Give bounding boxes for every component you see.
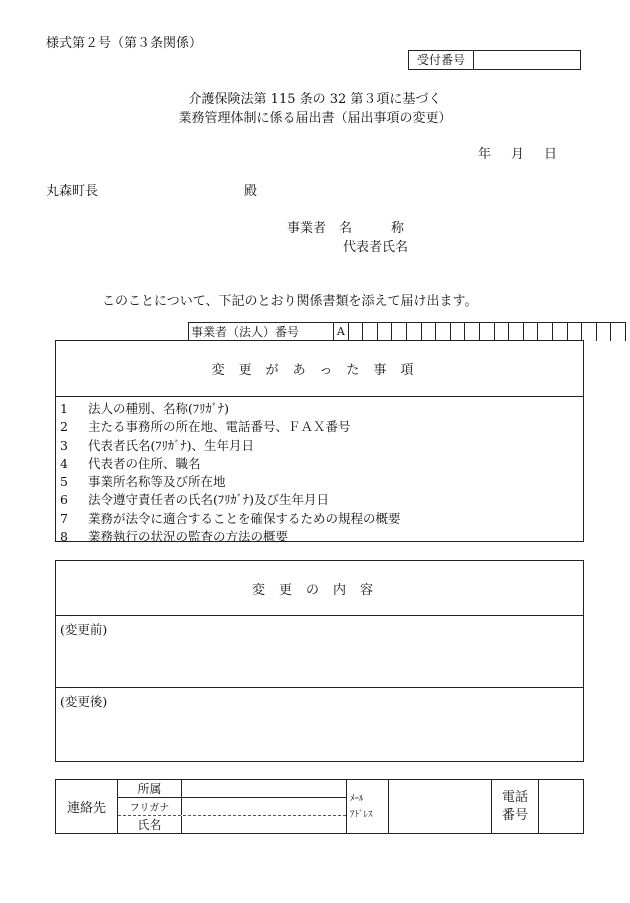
- after-change-section[interactable]: [56, 688, 583, 760]
- business-number-cell[interactable]: [436, 323, 451, 341]
- business-number-cell[interactable]: [349, 323, 364, 341]
- business-number-cell[interactable]: [495, 323, 510, 341]
- business-number-cell[interactable]: [538, 323, 553, 341]
- receipt-number-field[interactable]: [474, 51, 580, 69]
- business-number-cell[interactable]: [582, 323, 597, 341]
- item-number: 2: [60, 419, 68, 435]
- email-field[interactable]: [389, 780, 492, 833]
- email-label: [347, 780, 389, 833]
- changed-items-header: 変更があった事項: [56, 341, 583, 397]
- changed-item[interactable]: [60, 528, 583, 546]
- changed-items-list: [56, 397, 583, 546]
- date-year: 年: [478, 147, 492, 162]
- business-number-cell[interactable]: [597, 323, 612, 341]
- item-text: 法令遵守責任者の氏名(ﾌﾘｶﾞﾅ)及び生年月日: [88, 492, 330, 508]
- form-number: 様式第２号（第３条関係）: [46, 36, 203, 51]
- changed-item[interactable]: [60, 473, 583, 491]
- item-number: 5: [60, 474, 68, 490]
- representative-name-label: 代表者氏名: [343, 240, 409, 255]
- before-change-section[interactable]: [56, 616, 583, 688]
- business-number-cell[interactable]: [480, 323, 495, 341]
- addressee: 丸森町長: [46, 184, 99, 199]
- item-number: 6: [60, 492, 68, 508]
- business-number-cell[interactable]: [422, 323, 437, 341]
- email-label-line1: ﾒｰﾙ: [350, 793, 364, 804]
- business-number-cell[interactable]: [363, 323, 378, 341]
- business-number-cell[interactable]: [451, 323, 466, 341]
- date-line: [478, 143, 557, 162]
- affiliation-field[interactable]: [182, 780, 346, 797]
- item-text: 業務執行の状況の監査の方法の概要: [88, 529, 289, 545]
- contact-person-rows: [118, 780, 347, 833]
- changed-item[interactable]: [60, 510, 583, 528]
- item-number: 3: [60, 437, 68, 453]
- phone-label-line2: 番号: [501, 807, 528, 823]
- changed-item[interactable]: [60, 491, 583, 509]
- furigana-label: フリガナ: [118, 798, 182, 815]
- item-number: 1: [60, 401, 68, 416]
- changed-item[interactable]: [60, 400, 583, 418]
- item-text: 主たる事務所の所在地、電話番号、ＦＡＸ番号: [88, 419, 351, 435]
- item-number: 7: [60, 510, 68, 526]
- item-number: 4: [60, 455, 68, 471]
- changed-items-box: [55, 340, 584, 545]
- item-text: 法人の種別、名称(ﾌﾘｶﾞﾅ): [88, 401, 230, 416]
- change-details-header: 変更の内容: [56, 561, 583, 616]
- item-text: 業務が法令に適合することを確保するための規程の概要: [88, 510, 401, 526]
- business-name-label: 事業者 名 称: [287, 221, 405, 236]
- date-day: 日: [544, 147, 558, 162]
- name-field[interactable]: [182, 816, 346, 833]
- item-number: 8: [60, 529, 68, 545]
- addressee-honorific: 殿: [244, 184, 258, 199]
- phone-field[interactable]: [539, 780, 583, 833]
- business-number-cell[interactable]: [465, 323, 480, 341]
- name-label: 氏名: [118, 816, 182, 833]
- submission-statement: このことについて、下記のとおり関係書類を添えて届け出ます。: [102, 294, 478, 309]
- furigana-row: [118, 798, 346, 816]
- after-change-label: (変更後): [60, 694, 108, 709]
- item-text: 代表者の住所、職名: [88, 455, 201, 471]
- business-number-label: 事業者（法人）番号: [189, 323, 334, 341]
- receipt-number-box: [408, 50, 581, 70]
- phone-label: [492, 780, 539, 833]
- document-title-line1: 介護保険法第 115 条の 32 第３項に基づく: [188, 92, 442, 107]
- affiliation-label: 所属: [118, 780, 182, 797]
- business-number-cell[interactable]: A: [334, 323, 349, 341]
- changed-item[interactable]: [60, 437, 583, 455]
- business-number-row: [188, 322, 626, 341]
- business-number-cell[interactable]: [509, 323, 524, 341]
- before-change-label: (変更前): [60, 622, 108, 637]
- item-text: 事業所名称等及び所在地: [88, 474, 226, 490]
- affiliation-row: [118, 780, 346, 798]
- business-number-cell[interactable]: [407, 323, 422, 341]
- changed-item[interactable]: [60, 418, 583, 436]
- business-number-cell[interactable]: [611, 323, 625, 341]
- business-number-cell[interactable]: [553, 323, 568, 341]
- phone-label-line1: 電話: [501, 789, 528, 805]
- business-number-cell[interactable]: [392, 323, 407, 341]
- change-details-box: [55, 560, 584, 762]
- business-number-cell[interactable]: [568, 323, 583, 341]
- contact-label: 連絡先: [56, 780, 118, 833]
- changed-item[interactable]: [60, 455, 583, 473]
- date-month: 月: [511, 147, 525, 162]
- name-row: [118, 816, 346, 833]
- contact-table: [55, 779, 584, 834]
- business-number-cell[interactable]: [378, 323, 393, 341]
- item-text: 代表者氏名(ﾌﾘｶﾞﾅ)、生年月日: [88, 437, 255, 453]
- document-title-line2: 業務管理体制に係る届出書（届出事項の変更）: [178, 111, 452, 126]
- business-number-cell[interactable]: [524, 323, 539, 341]
- email-label-line2: ｱﾄﾞﾚｽ: [350, 809, 373, 820]
- furigana-field[interactable]: [182, 798, 346, 815]
- receipt-number-label: 受付番号: [409, 51, 474, 69]
